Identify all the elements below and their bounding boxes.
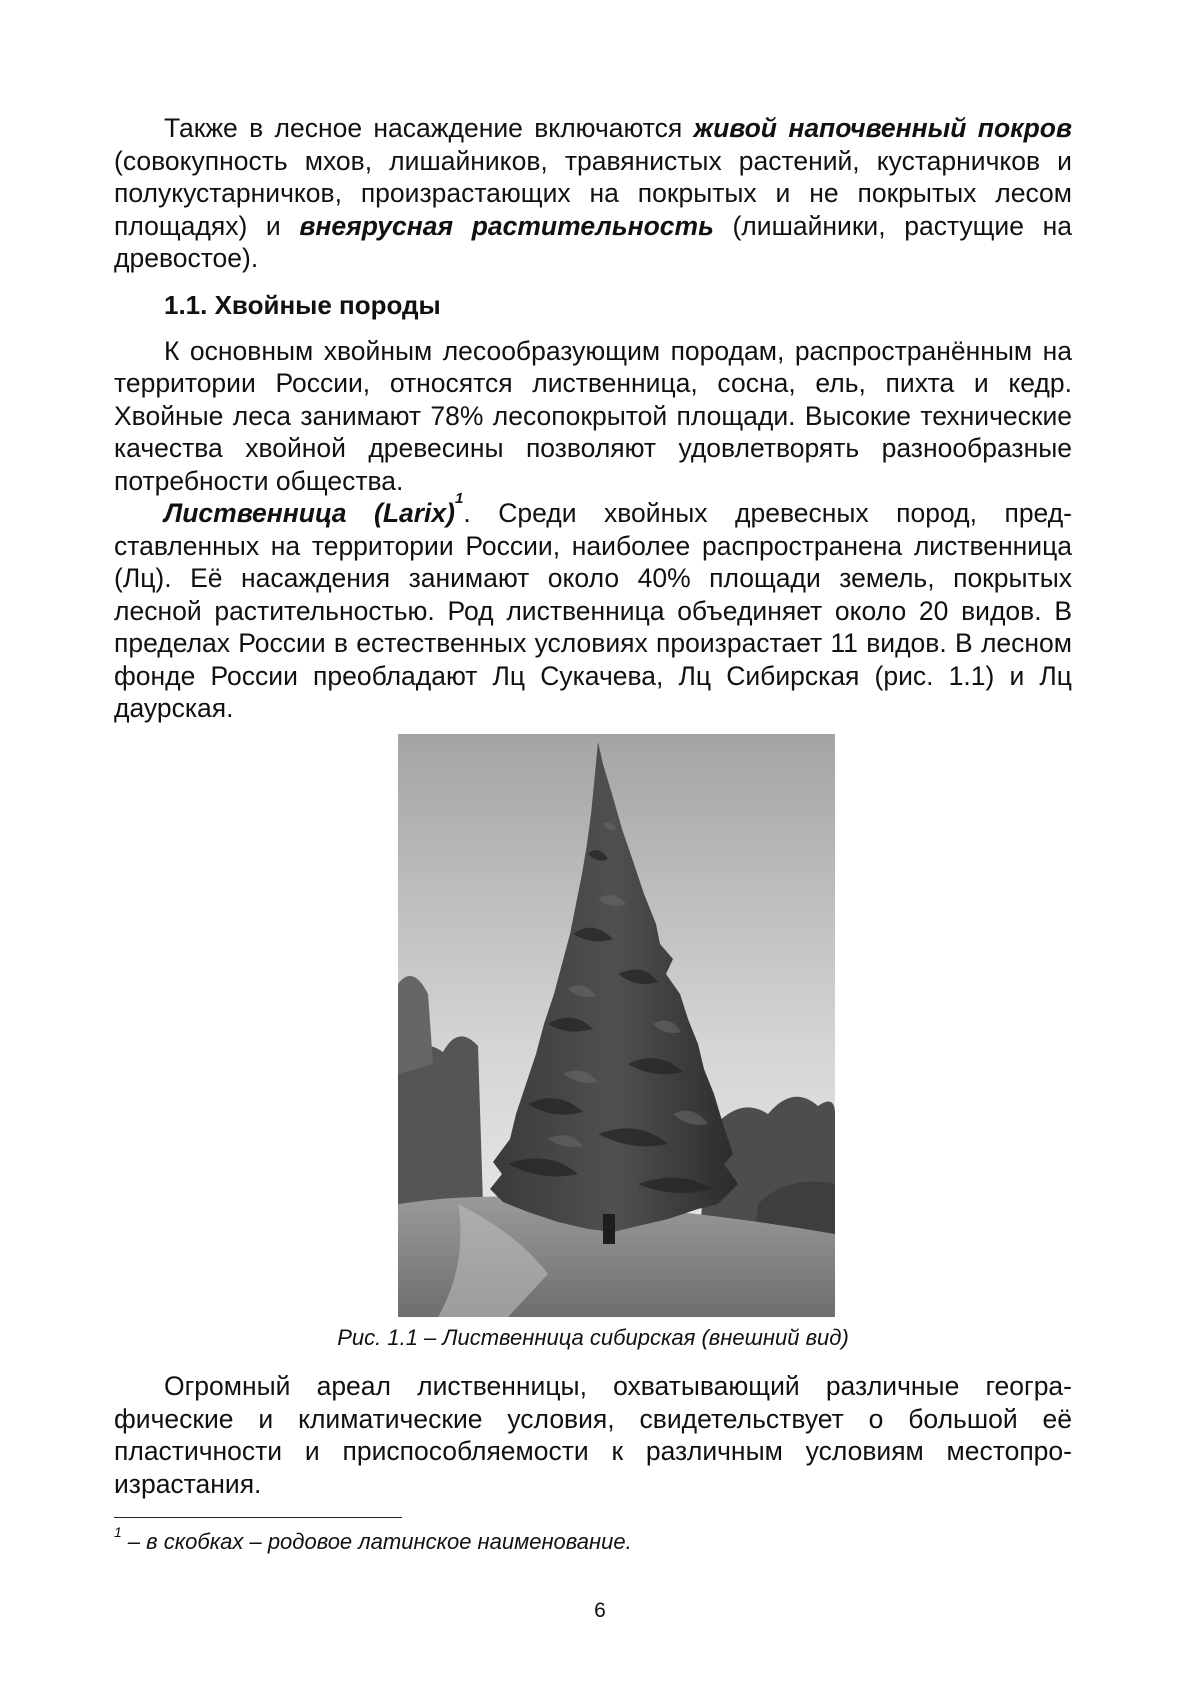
footnote — [114, 1524, 1072, 1556]
paragraph-conifers: К основным хвойным лесообразующим породам, распространённым на территории России, относятся лиственница, сосна, ель, пихта и кедр. Хвойные леса занимают 78% лесопокрытой площади. Высокие технические качества хвойной древесины позволяют удовлетворять разнообразные потребности общества. — [114, 335, 1072, 496]
page-body-continued — [114, 1370, 1072, 1500]
larch-tree-image — [398, 734, 835, 1317]
page-body — [114, 112, 1072, 725]
footnote-text: – в скобках – родовое латинское наименование. — [127, 1529, 632, 1554]
footnote-mark: 1 — [114, 1524, 122, 1540]
footnote-divider — [114, 1517, 402, 1518]
figure-larch-photo — [398, 734, 835, 1317]
paragraph-3-dot: . — [463, 498, 471, 528]
paragraph-1-intro: Также в лесное насаждение включаются — [164, 113, 694, 143]
term-larch: Лиственница (Larix) — [164, 498, 455, 528]
term-ground-cover: живой напочвенный покров — [693, 113, 1072, 143]
footnote-reference[interactable]: 1 — [454, 490, 464, 507]
paragraph-larch — [114, 490, 1072, 725]
page-number: 6 — [594, 1599, 606, 1622]
section-heading: 1.1. Хвойные породы — [164, 289, 441, 320]
paragraph-1-mid: (совокупность мхов, лишайников, травянистых растений, кустарничков и полукустарничков, произрастающих на покрытых и не покрытых лесом площадях) и — [114, 145, 1072, 241]
paragraph-ground-cover — [114, 112, 1072, 275]
figure-caption: Рис. 1.1 – Лиственница сибирская (внешний вид) — [337, 1325, 849, 1350]
paragraph-1-end: (лишайники, растущие на древостое). — [114, 210, 1072, 273]
term-extra-tier-vegetation: внеярусная растительность — [299, 210, 714, 241]
paragraph-3-text: Среди хвойных древесных пород, представленных на территории России, наиболее распространена лиственница (Лц). Её насаждения занимают около 40% площади земель, покрытых лесной растительностью. Род лиственница объединяет около 20 видов. В пределах России в естественных условиях произрастает 11 видов. В лесном фонде России преобладают Лц Сукачева, Лц Сибирская (рис. 1.1) и Лц даурская. — [114, 498, 1072, 723]
paragraph-range: Огромный ареал лиственницы, охватывающий различные географические и климатические условия, свидетельствует о большой её пластичности и приспособляемости к различным условиям местопроизрастания. — [114, 1371, 1072, 1499]
